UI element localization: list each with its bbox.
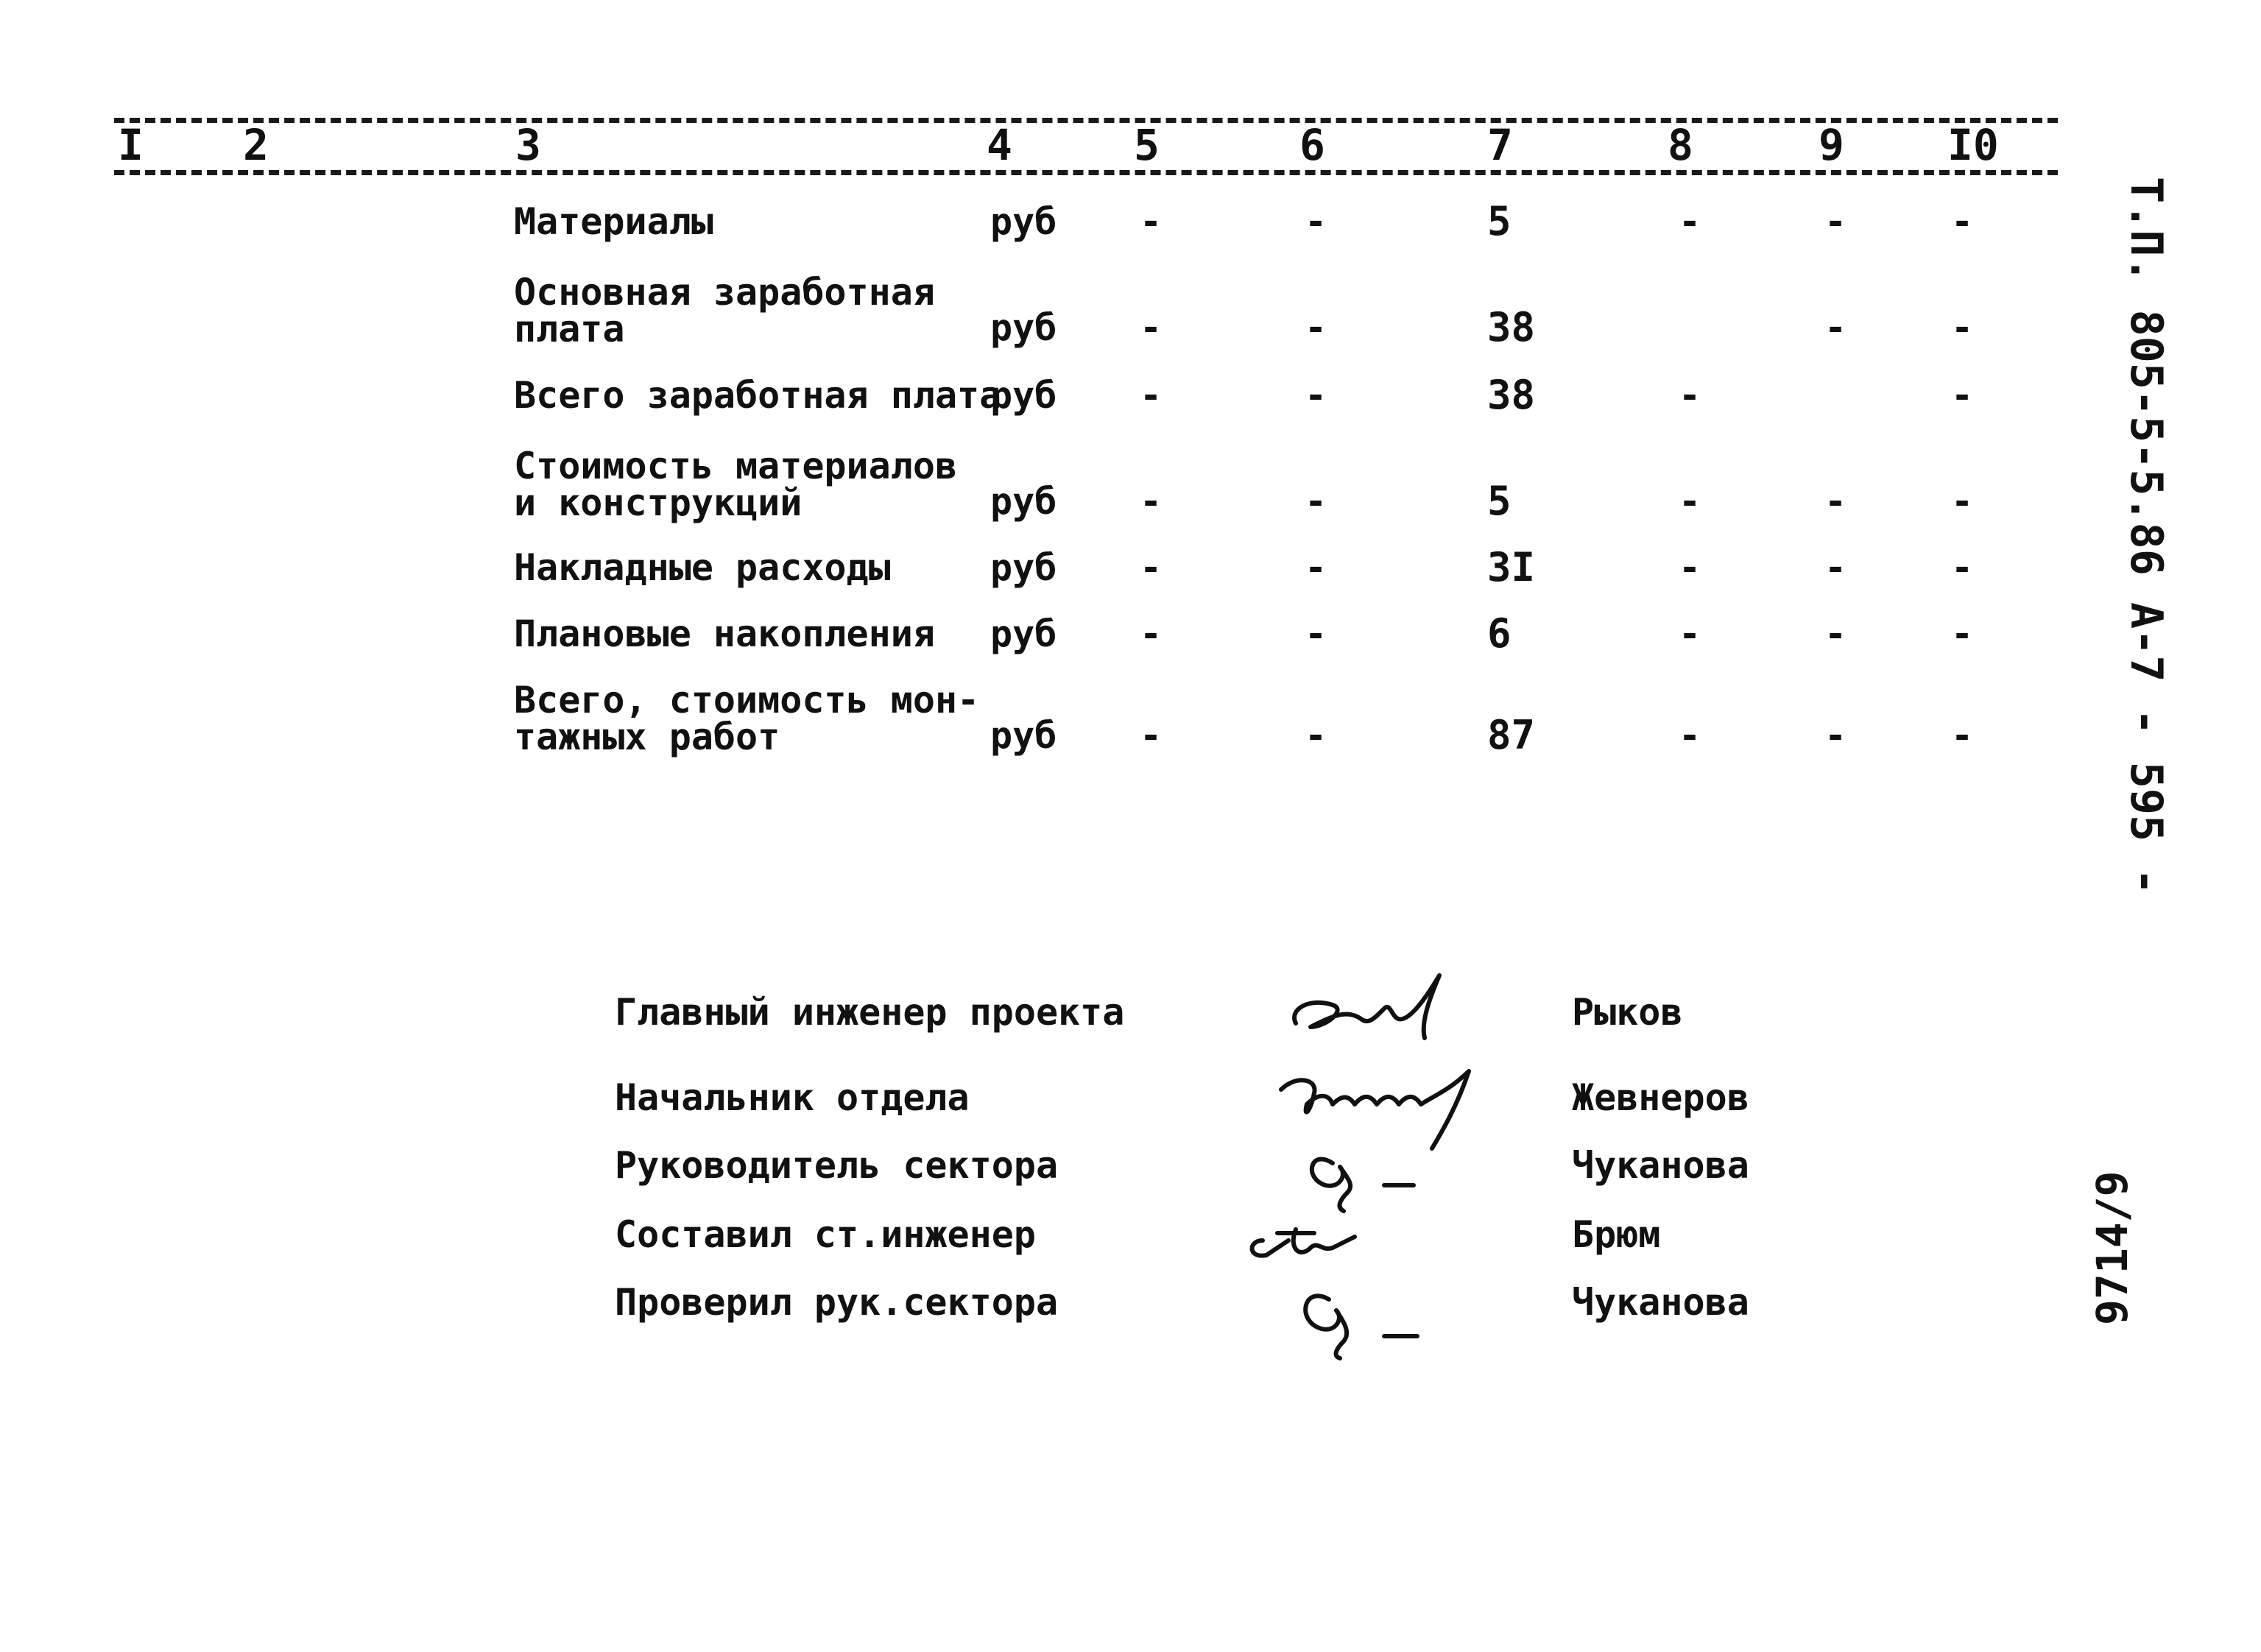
signature-name: Чуканова <box>1572 1144 1749 1187</box>
row-name: Всего, стоимость мон- тажных работ <box>514 679 980 758</box>
row-unit: руб <box>990 374 1057 417</box>
header-top-rule <box>114 118 2058 123</box>
row-col6: - <box>1305 613 1327 655</box>
row-col9: - <box>1824 480 1847 523</box>
handwritten-signature <box>1296 1134 1450 1215</box>
row-name: Всего заработная плата <box>514 374 1002 417</box>
signature-title: Начальник отдела <box>615 1076 970 1119</box>
col-header-7: 7 <box>1487 120 1513 170</box>
row-col9: - <box>1824 306 1847 349</box>
signature-name: Рыков <box>1572 991 1683 1034</box>
row-col10: - <box>1951 306 1974 349</box>
row-col6: - <box>1305 546 1327 589</box>
signature-title: Проверил рук.сектора <box>615 1281 1059 1324</box>
row-col8: - <box>1679 546 1701 589</box>
handwritten-signature <box>1244 1207 1369 1266</box>
row-col10: - <box>1951 480 1974 523</box>
signature-title: Руководитель сектора <box>615 1144 1059 1187</box>
row-col5: - <box>1140 546 1163 589</box>
row-col10: - <box>1951 613 1974 655</box>
row-col9: - <box>1824 613 1847 655</box>
row-unit: руб <box>990 613 1057 655</box>
row-unit: руб <box>990 546 1057 589</box>
row-col8: - <box>1679 374 1701 417</box>
row-name: Плановые накопления <box>514 613 935 655</box>
row-col10: - <box>1951 200 1974 243</box>
row-col6: - <box>1305 480 1327 523</box>
handwritten-signature <box>1288 1274 1450 1362</box>
row-col10: - <box>1951 714 1974 757</box>
row-col7: 5 <box>1487 478 1512 524</box>
signature-title: Главный инженер проекта <box>615 991 1125 1034</box>
row-col9: - <box>1824 546 1847 589</box>
row-name: Основная заработная плата <box>514 271 935 350</box>
row-col6: - <box>1305 714 1327 757</box>
row-col5: - <box>1140 613 1163 655</box>
row-col10: - <box>1951 546 1974 589</box>
col-header-4: 4 <box>987 120 1012 170</box>
row-col10: - <box>1951 374 1974 417</box>
row-col7: 3I <box>1487 544 1536 590</box>
col-header-5: 5 <box>1134 120 1160 170</box>
row-col7: 38 <box>1487 372 1536 418</box>
row-col7: 38 <box>1487 304 1536 350</box>
row-col9: - <box>1824 200 1847 243</box>
row-col5: - <box>1140 200 1163 243</box>
col-header-8: 8 <box>1668 120 1693 170</box>
col-header-1: I <box>118 120 144 170</box>
row-col5: - <box>1140 306 1163 349</box>
col-header-9: 9 <box>1819 120 1844 170</box>
row-unit: руб <box>990 714 1057 757</box>
row-name: Стоимость материалов и конструкций <box>514 445 958 524</box>
row-col8: - <box>1679 714 1701 757</box>
row-name: Материалы <box>514 200 713 243</box>
row-col7: 87 <box>1487 712 1536 758</box>
col-header-10: I0 <box>1947 120 1999 170</box>
row-col7: 6 <box>1487 610 1512 657</box>
col-header-2: 2 <box>243 120 269 170</box>
row-col5: - <box>1140 480 1163 523</box>
row-name: Накладные расходы <box>514 546 891 589</box>
row-col7: 5 <box>1487 198 1512 244</box>
row-col8: - <box>1679 200 1701 243</box>
inventory-number: 9714/9 <box>2087 1171 2137 1325</box>
row-unit: руб <box>990 200 1057 243</box>
row-unit: руб <box>990 480 1057 523</box>
row-col5: - <box>1140 714 1163 757</box>
row-col6: - <box>1305 306 1327 349</box>
row-col5: - <box>1140 374 1163 417</box>
row-col9: - <box>1824 714 1847 757</box>
signature-name: Чуканова <box>1572 1281 1749 1324</box>
signature-name: Жевнеров <box>1572 1076 1749 1119</box>
row-unit: руб <box>990 306 1057 349</box>
header-bottom-rule <box>114 170 2058 175</box>
row-col8: - <box>1679 480 1701 523</box>
col-header-3: 3 <box>515 120 541 170</box>
row-col8: - <box>1679 613 1701 655</box>
row-col6: - <box>1305 200 1327 243</box>
row-col6: - <box>1305 374 1327 417</box>
signature-name: Брюм <box>1572 1213 1661 1256</box>
signature-title: Составил ст.инженер <box>615 1213 1036 1256</box>
document-code-stamp: Т.П. 805-5-5.86 А-7 - 595 - <box>2120 177 2172 895</box>
col-header-6: 6 <box>1299 120 1325 170</box>
handwritten-signature <box>1281 964 1458 1045</box>
